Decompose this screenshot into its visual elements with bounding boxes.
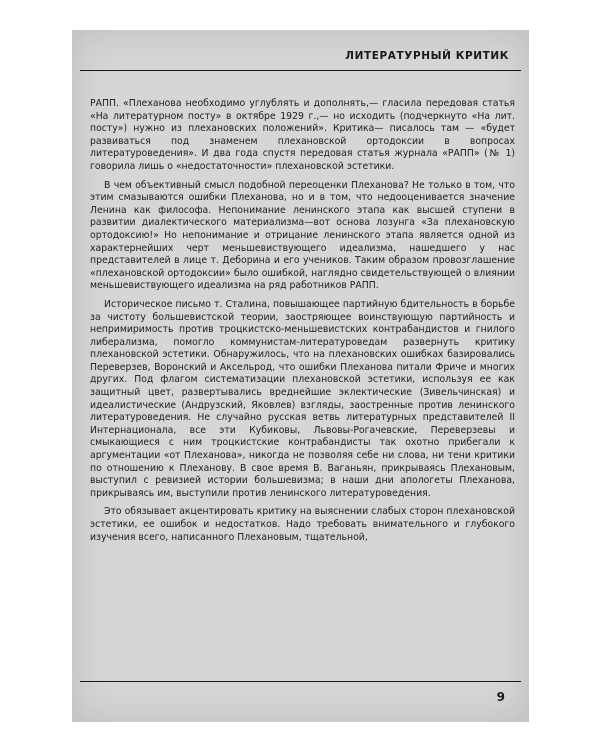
header-rule [80,70,521,71]
page-number: 9 [496,690,505,704]
body-text [90,98,515,550]
running-title: ЛИТЕРАТУРНЫЙ КРИТИК [345,50,509,62]
paragraph: Это обязывает акцентировать критику на выяснении слабых сторон плехановской эстетики, ее ошибок и недостатков. Надо требовать внимательного и глубокого изучения всего, написанного Плехановым, тщательной, [90,506,515,543]
paragraph: РАПП. «Плеханова необходимо углублять и дополнять,— гласила передовая статья «На литературном посту» в октябре 1929 г.,— но исходить (подчеркнуто «На лит. посту») нужно из плехановских положений». Критика— писалось там — «будет развиваться под знаменем плехановской ортодоксии в вопросах литературоведения». И два года спустя передовая статья журнала «РАПП» (№ 1) говорила лишь о «недостаточности» плехановской эстетики. [90,98,515,172]
book-page [72,30,529,722]
paragraph: В чем объективный смысл подобной переоценки Плеханова? Не только в том, что этим смазываются ошибки Плеханова, но и в том, что недооценивается значение Ленина как философа. Непонимание ленинского этапа как высшей ступени в развитии диалектического материализма—вот основа лозунга «За плехановскую ортодоксию!» Но непонимание и отрицание ленинского этапа является одной из характернейших черт меньшевиствующего идеализма, нашедшего у нас представителей в лице т. Деборина и его учеников. Таким образом провозглашение «плехановской ортодоксии» было ошибкой, наглядно свидетельствующей о влиянии меньшевиствующего идеализма на ряд работников РАПП. [90,179,515,292]
footer-rule [80,681,521,682]
paragraph: Историческое письмо т. Сталина, повышающее партийную бдительность в борьбе за чистоту большевистской теории, заостряющее воинствующую партийность и непримиримость против троцкистско-меньшевистских контрабандистов и гнилого либерализма, помогло коммунистам-литературоведам развернуть критику плехановской эстетики. Обнаружилось, что на плехановских ошибках базировались Переверзев, Воронский и Аксельрод, что ошибки Плеханова питали Фриче и многих других. Под флагом систематизации плехановской эстетики, используя ее как защитный цвет, развертывались вреднейшие эклектические (Зивельчинская) и идеалистические (Андрузский, Яковлев) взгляды, заостренные против ленинского литературоведения. Не случайно русская ветвь литературных представителей II Интернационала, все эти Кубиковы, Львовы-Рогачевские, Переверзевы и смыкающиеся с ним троцкистские контрабандисты так охотно прибегали к аргументации «от Плеханова», никогда не позволяя себе ни слова, ни тени критики по отношению к Плеханову. В свое время В. Ваганьян, прикрываясь Плехановым, выступил с ревизией истории большевизма; в наши дни апологеты Плеханова, прикрываясь им, выступили против ленинского литературоведения. [90,298,515,499]
